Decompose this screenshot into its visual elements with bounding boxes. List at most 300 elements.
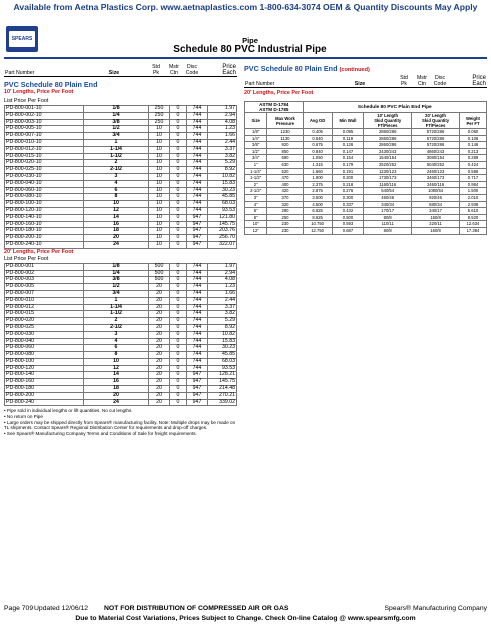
disc-code-cell: 947: [187, 235, 208, 242]
price-cell: 10.82: [208, 331, 237, 338]
size-cell: 14: [84, 214, 149, 221]
mstr-ctn-cell: 0: [170, 241, 187, 248]
mstr-ctn-cell: 0: [170, 386, 187, 393]
spec-group-title: Schedule 80 PVC Plain End Pipe: [303, 102, 486, 113]
spec-cell: 17.384: [459, 227, 486, 234]
price-cell: 3.37: [208, 304, 237, 311]
spec-cell: 0.200: [332, 175, 364, 182]
spec-cell: 2-1/2": [245, 188, 267, 195]
price-cell: 68.03: [208, 201, 237, 208]
col-mstr-ctn: Mstr Ctn: [414, 75, 430, 88]
mstr-ctn-cell: 0: [170, 311, 187, 318]
std-pk-cell: 20: [149, 318, 170, 325]
spec-cell: 2860/286: [364, 135, 412, 142]
spec-cell: 0.213: [459, 148, 486, 155]
size-cell: 4: [84, 180, 149, 187]
disc-code-cell: 744: [187, 297, 208, 304]
spec-cell: 340/17: [412, 208, 460, 215]
part-number-cell: PD-800-030: [5, 331, 84, 338]
spec-cell: 0.289: [459, 155, 486, 162]
disc-code-cell: 744: [187, 126, 208, 133]
mstr-ctn-cell: 0: [170, 270, 187, 277]
mstr-ctn-cell: 0: [170, 365, 187, 372]
section-title-text: PVC Schedule 80 Plain End: [244, 64, 338, 73]
mstr-ctn-cell: 0: [170, 201, 187, 208]
spec-cell: 3/4": [245, 155, 267, 162]
mstr-ctn-cell: 0: [170, 139, 187, 146]
spec-cell: 8.520: [459, 214, 486, 221]
spec-cell: 3": [245, 194, 267, 201]
std-pk-cell: 20: [149, 392, 170, 399]
spec-cell: 0.218: [332, 181, 364, 188]
part-number-cell: PD-800-012-10: [5, 146, 84, 153]
mstr-ctn-cell: 0: [170, 345, 187, 352]
std-pk-cell: 250: [149, 106, 170, 113]
table-row: [5, 284, 237, 291]
price-cell: 4.08: [208, 119, 237, 126]
spec-cell: 160/8: [412, 227, 460, 234]
std-pk-cell: 500: [149, 270, 170, 277]
std-pk-cell: 10: [149, 235, 170, 242]
std-pk-cell: 10: [149, 187, 170, 194]
std-pk-cell: 10: [149, 160, 170, 167]
spec-cell: 630: [267, 161, 303, 168]
spec-cell: 5040/252: [412, 161, 460, 168]
std-pk-cell: 10: [149, 133, 170, 140]
spears-logo-text: SPEARS: [9, 31, 35, 47]
table-row: [5, 290, 237, 297]
spec-cell: 2460/116: [412, 181, 460, 188]
mstr-ctn-cell: 0: [170, 304, 187, 311]
mstr-ctn-cell: 0: [170, 324, 187, 331]
std-pk-cell: 250: [149, 112, 170, 119]
spec-cell: 0.717: [459, 175, 486, 182]
mstr-ctn-cell: 0: [170, 160, 187, 167]
price-cell: 1.66: [208, 290, 237, 297]
disc-code-cell: 947: [187, 399, 208, 406]
price-cell: 1.23: [208, 126, 237, 133]
mstr-ctn-cell: 0: [170, 372, 187, 379]
disc-code-cell: 744: [187, 187, 208, 194]
spec-cell: 0.540: [303, 135, 332, 142]
disc-code-cell: 744: [187, 365, 208, 372]
price-cell: 121.80: [208, 214, 237, 221]
spec-row: [245, 129, 487, 136]
disc-code-cell: 744: [187, 201, 208, 208]
spec-cell: 280: [267, 208, 303, 215]
disc-code-cell: 744: [187, 119, 208, 126]
mstr-ctn-cell: 0: [170, 194, 187, 201]
spec-cell: 1/2": [245, 148, 267, 155]
spec-cell: 80/8: [364, 227, 412, 234]
spec-header-cell: 20' Length Skid Quantity FT/Pieces: [412, 113, 460, 129]
mstr-ctn-cell: 0: [170, 126, 187, 133]
spec-cell: 1-1/4": [245, 168, 267, 175]
spec-cell: 1.050: [303, 155, 332, 162]
spec-cell: 680/34: [412, 201, 460, 208]
part-number-cell: PD-800-040: [5, 338, 84, 345]
spec-cell: 10": [245, 221, 267, 228]
table-row: [5, 345, 237, 352]
size-cell: 18: [84, 386, 149, 393]
std-pk-cell: 20: [149, 304, 170, 311]
mstr-ctn-cell: 0: [170, 187, 187, 194]
table-row: [5, 277, 237, 284]
part-number-cell: PD-800-003-10: [5, 119, 84, 126]
note-item: • See Spears® Manufacturing Company Terms and Conditions of Sale for freight requirements.: [4, 430, 197, 436]
disc-code-cell: 744: [187, 338, 208, 345]
part-number-cell: PD-800-180: [5, 386, 84, 393]
disc-code-cell: 744: [187, 153, 208, 160]
std-pk-cell: 10: [149, 221, 170, 228]
spec-cell: 3460/173: [412, 175, 460, 182]
table-row: [5, 297, 237, 304]
spec-cell: 1.900: [303, 175, 332, 182]
size-cell: 2-1/2: [84, 324, 149, 331]
size-cell: 1/8: [84, 106, 149, 113]
spec-cell: 1230: [267, 129, 303, 136]
spec-cell: 2860/286: [364, 142, 412, 149]
size-cell: 10: [84, 201, 149, 208]
disc-code-cell: 947: [187, 214, 208, 221]
spec-cell: 0.095: [332, 129, 364, 136]
spec-cell: 0.687: [332, 227, 364, 234]
spec-cell: 220/11: [412, 221, 460, 228]
spec-cell: 6.625: [303, 208, 332, 215]
table-row: [5, 270, 237, 277]
page-number: Page 709: [4, 605, 34, 612]
part-number-cell: PD-800-001: [5, 263, 84, 270]
part-number-cell: PD-800-020-10: [5, 160, 84, 167]
right-column: [244, 64, 487, 235]
part-number-cell: PD-800-080-10: [5, 194, 84, 201]
spec-cell: 0.593: [332, 221, 364, 228]
list-price-label: List Price Per Foot: [4, 255, 49, 262]
spec-cell: 160/8: [412, 214, 460, 221]
part-number-cell: PD-800-001-10: [5, 106, 84, 113]
spec-cell: 1540/154: [364, 155, 412, 162]
spec-cell: 1160/116: [364, 181, 412, 188]
size-cell: 8: [84, 194, 149, 201]
table-row: [5, 263, 237, 270]
spec-cell: 0.337: [332, 201, 364, 208]
std-pk-cell: 10: [149, 201, 170, 208]
price-table-10ft: [4, 105, 237, 249]
spec-cell: 370: [267, 194, 303, 201]
part-number-cell: PD-800-025: [5, 324, 84, 331]
std-pk-cell: 10: [149, 180, 170, 187]
part-number-cell: PD-800-005-10: [5, 126, 84, 133]
right-column-header: [244, 75, 487, 88]
std-pk-cell: 20: [149, 324, 170, 331]
spec-cell: 5720/286: [412, 129, 460, 136]
part-number-cell: PD-800-140-10: [5, 214, 84, 221]
size-cell: 3: [84, 331, 149, 338]
size-cell: 4: [84, 338, 149, 345]
std-pk-cell: 20: [149, 338, 170, 345]
spec-cell: 0.675: [303, 142, 332, 149]
disc-code-cell: 744: [187, 304, 208, 311]
price-cell: 8.92: [208, 167, 237, 174]
part-number-cell: PD-800-120-10: [5, 207, 84, 214]
part-number-cell: PD-800-030-10: [5, 173, 84, 180]
spec-cell: 420: [267, 188, 303, 195]
disc-code-cell: 744: [187, 146, 208, 153]
std-pk-cell: 10: [149, 214, 170, 221]
spec-cell: 0.586: [459, 168, 486, 175]
manufacturer-name: Spears® Manufacturing Company: [384, 605, 487, 612]
col-disc-code: Disc Code: [182, 64, 202, 77]
page-title: Schedule 80 PVC Industrial Pipe: [173, 44, 327, 55]
table-row: [5, 399, 237, 406]
size-cell: 1: [84, 297, 149, 304]
size-cell: 10: [84, 358, 149, 365]
spec-cell: 1730/173: [364, 175, 412, 182]
spec-row: [245, 188, 487, 195]
mstr-ctn-cell: 0: [170, 112, 187, 119]
mstr-ctn-cell: 0: [170, 106, 187, 113]
mstr-ctn-cell: 0: [170, 133, 187, 140]
price-cell: 3.82: [208, 311, 237, 318]
distributor-banner: Available from Aetna Plastics Corp. www.aetnaplastics.com 1-800-634-3074 OEM & Quantity Discounts May Apply: [13, 2, 478, 12]
std-pk-cell: 20: [149, 365, 170, 372]
spec-cell: 1.500: [459, 188, 486, 195]
spec-cell: 4860/243: [412, 148, 460, 155]
part-number-cell: PD-800-012: [5, 304, 84, 311]
price-cell: 145.75: [208, 221, 237, 228]
price-cell: 3.82: [208, 153, 237, 160]
part-number-cell: PD-800-140: [5, 372, 84, 379]
spec-cell: 0.126: [332, 142, 364, 149]
part-number-cell: PD-800-040-10: [5, 180, 84, 187]
note-item: • Pipe sold in individual lengths or lift quantities. No cut lengths.: [4, 408, 133, 414]
disc-code-cell: 744: [187, 167, 208, 174]
table-row: [5, 386, 237, 393]
part-number-cell: PD-800-100: [5, 358, 84, 365]
spec-row: [245, 181, 487, 188]
size-cell: 16: [84, 379, 149, 386]
size-cell: 2: [84, 160, 149, 167]
sub-20ft-lengths: 20' Lengths, Price Per Foot: [4, 248, 74, 255]
size-cell: 1-1/2: [84, 311, 149, 318]
spec-cell: 0.146: [459, 142, 486, 149]
col-part-number: Part Number: [4, 64, 82, 77]
std-pk-cell: 10: [149, 126, 170, 133]
spec-cell: 0.840: [303, 148, 332, 155]
mstr-ctn-cell: 0: [170, 352, 187, 359]
mstr-ctn-cell: 0: [170, 228, 187, 235]
spec-cell: 8": [245, 214, 267, 221]
spec-cell: 3.500: [303, 194, 332, 201]
price-table-20ft: [4, 263, 237, 407]
std-pk-cell: 10: [149, 139, 170, 146]
spec-header-cell: Weight Per FT: [459, 113, 486, 129]
table-row: [5, 379, 237, 386]
page-category: Pipe: [242, 36, 258, 45]
spec-cell: 470: [267, 175, 303, 182]
spec-row: [245, 208, 487, 215]
mstr-ctn-cell: 0: [170, 235, 187, 242]
size-cell: 1/2: [84, 284, 149, 291]
price-cell: 2.44: [208, 297, 237, 304]
size-cell: 24: [84, 399, 149, 406]
spec-table: [244, 101, 487, 235]
part-number-cell: PD-800-025-10: [5, 167, 84, 174]
size-cell: 1-1/4: [84, 146, 149, 153]
size-cell: 8: [84, 352, 149, 359]
spec-cell: 460/46: [364, 194, 412, 201]
spec-row: [245, 201, 487, 208]
disc-code-cell: 744: [187, 311, 208, 318]
disc-code-cell: 744: [187, 277, 208, 284]
spec-cell: 250: [267, 214, 303, 221]
part-number-cell: PD-800-020: [5, 318, 84, 325]
spec-cell: 12.634: [459, 221, 486, 228]
disc-code-cell: 744: [187, 112, 208, 119]
spec-row: [245, 175, 487, 182]
part-number-cell: PD-800-200: [5, 392, 84, 399]
table-row: [5, 358, 237, 365]
std-pk-cell: 20: [149, 399, 170, 406]
spec-cell: 0.984: [459, 181, 486, 188]
price-cell: 203.76: [208, 228, 237, 235]
spec-cell: 2.875: [303, 188, 332, 195]
astm-d1785: ASTM D-1785: [259, 107, 289, 112]
disc-code-cell: 947: [187, 386, 208, 393]
spec-cell: 2520/252: [364, 161, 412, 168]
disc-code-cell: 744: [187, 358, 208, 365]
std-pk-cell: 500: [149, 263, 170, 270]
disc-code-cell: 744: [187, 284, 208, 291]
part-number-cell: PD-800-015: [5, 311, 84, 318]
spec-cell: 6": [245, 208, 267, 215]
spec-cell: 12": [245, 227, 267, 234]
disc-code-cell: 744: [187, 180, 208, 187]
sub-20ft-lengths: 20' Lengths, Price Per Foot: [244, 90, 314, 96]
spec-cell: 0.179: [332, 161, 364, 168]
disc-code-cell: 744: [187, 263, 208, 270]
spec-cell: 1.660: [303, 168, 332, 175]
price-cell: 270.21: [208, 392, 237, 399]
spec-cell: 0.300: [332, 194, 364, 201]
spec-row: [245, 194, 487, 201]
section-title-continued: [244, 64, 487, 75]
price-cell: 339.02: [208, 399, 237, 406]
mstr-ctn-cell: 0: [170, 146, 187, 153]
size-cell: 3/4: [84, 133, 149, 140]
mstr-ctn-cell: 0: [170, 358, 187, 365]
not-for-distribution-notice: NOT FOR DISTRIBUTION OF COMPRESSED AIR OR GAS: [104, 605, 289, 612]
table-row: [5, 331, 237, 338]
size-cell: 20: [84, 235, 149, 242]
col-mstr-ctn: Mstr Ctn: [166, 64, 182, 77]
price-cell: 5.29: [208, 318, 237, 325]
disc-code-cell: 947: [187, 372, 208, 379]
size-cell: 16: [84, 221, 149, 228]
col-size: Size: [82, 64, 146, 77]
spec-cell: 320: [267, 201, 303, 208]
size-cell: 1/8: [84, 263, 149, 270]
left-column: [4, 64, 237, 436]
mstr-ctn-cell: 0: [170, 284, 187, 291]
price-cell: 128.21: [208, 372, 237, 379]
mstr-ctn-cell: 0: [170, 318, 187, 325]
std-pk-cell: 20: [149, 284, 170, 291]
spec-row: [245, 148, 487, 155]
spec-cell: 110/11: [364, 221, 412, 228]
spec-header-cell: 10' Length Skid Quantity FT/Pieces: [364, 113, 412, 129]
price-cell: 45.85: [208, 194, 237, 201]
price-cell: 45.85: [208, 352, 237, 359]
spec-cell: 2860/286: [364, 129, 412, 136]
col-disc-code: Disc Code: [430, 75, 450, 88]
spec-cell: 690: [267, 155, 303, 162]
price-cell: 2.94: [208, 270, 237, 277]
mstr-ctn-cell: 0: [170, 214, 187, 221]
price-cell: 4.08: [208, 277, 237, 284]
astm-d1784: ASTM D-1784: [259, 102, 289, 107]
spec-cell: 2460/123: [412, 168, 460, 175]
spec-cell: 1/4": [245, 135, 267, 142]
spec-cell: 850: [267, 148, 303, 155]
spec-cell: 0.424: [459, 161, 486, 168]
spec-cell: 920/46: [412, 194, 460, 201]
std-pk-cell: 20: [149, 297, 170, 304]
spec-cell: 0.060: [459, 129, 486, 136]
size-cell: 3/4: [84, 290, 149, 297]
size-cell: 6: [84, 187, 149, 194]
table-row: [5, 365, 237, 372]
disc-code-cell: 744: [187, 318, 208, 325]
mstr-ctn-cell: 0: [170, 173, 187, 180]
std-pk-cell: 10: [149, 167, 170, 174]
spec-cell: 1-1/2": [245, 175, 267, 182]
mstr-ctn-cell: 0: [170, 153, 187, 160]
part-number-cell: PD-800-080: [5, 352, 84, 359]
std-pk-cell: 10: [149, 207, 170, 214]
spec-cell: 230: [267, 221, 303, 228]
price-cell: 1.97: [208, 263, 237, 270]
col-std-pk: Std Pk: [394, 75, 414, 88]
disc-code-cell: 744: [187, 160, 208, 167]
price-cell: 5.29: [208, 160, 237, 167]
col-size: Size: [326, 75, 394, 88]
std-pk-cell: 10: [149, 241, 170, 248]
size-cell: 1-1/4: [84, 304, 149, 311]
title-divider: [4, 57, 487, 59]
spec-cell: 1/8": [245, 129, 267, 136]
mstr-ctn-cell: 0: [170, 167, 187, 174]
std-pk-cell: 500: [149, 277, 170, 284]
size-cell: 3/8: [84, 277, 149, 284]
size-cell: 2-1/2: [84, 167, 149, 174]
price-cell: 2.94: [208, 112, 237, 119]
col-part-number: Part Number: [244, 75, 326, 88]
spec-cell: 0.119: [332, 135, 364, 142]
size-cell: 3/8: [84, 119, 149, 126]
disc-code-cell: 744: [187, 139, 208, 146]
spec-row: [245, 227, 487, 234]
price-cell: 1.66: [208, 133, 237, 140]
spec-cell: 2.938: [459, 201, 486, 208]
left-column-header: [4, 64, 237, 77]
spec-row: [245, 142, 487, 149]
price-cell: 15.83: [208, 338, 237, 345]
spec-cell: 1.315: [303, 161, 332, 168]
spec-cell: 8.625: [303, 214, 332, 221]
price-cell: 322.07: [208, 241, 237, 248]
mstr-ctn-cell: 0: [170, 180, 187, 187]
